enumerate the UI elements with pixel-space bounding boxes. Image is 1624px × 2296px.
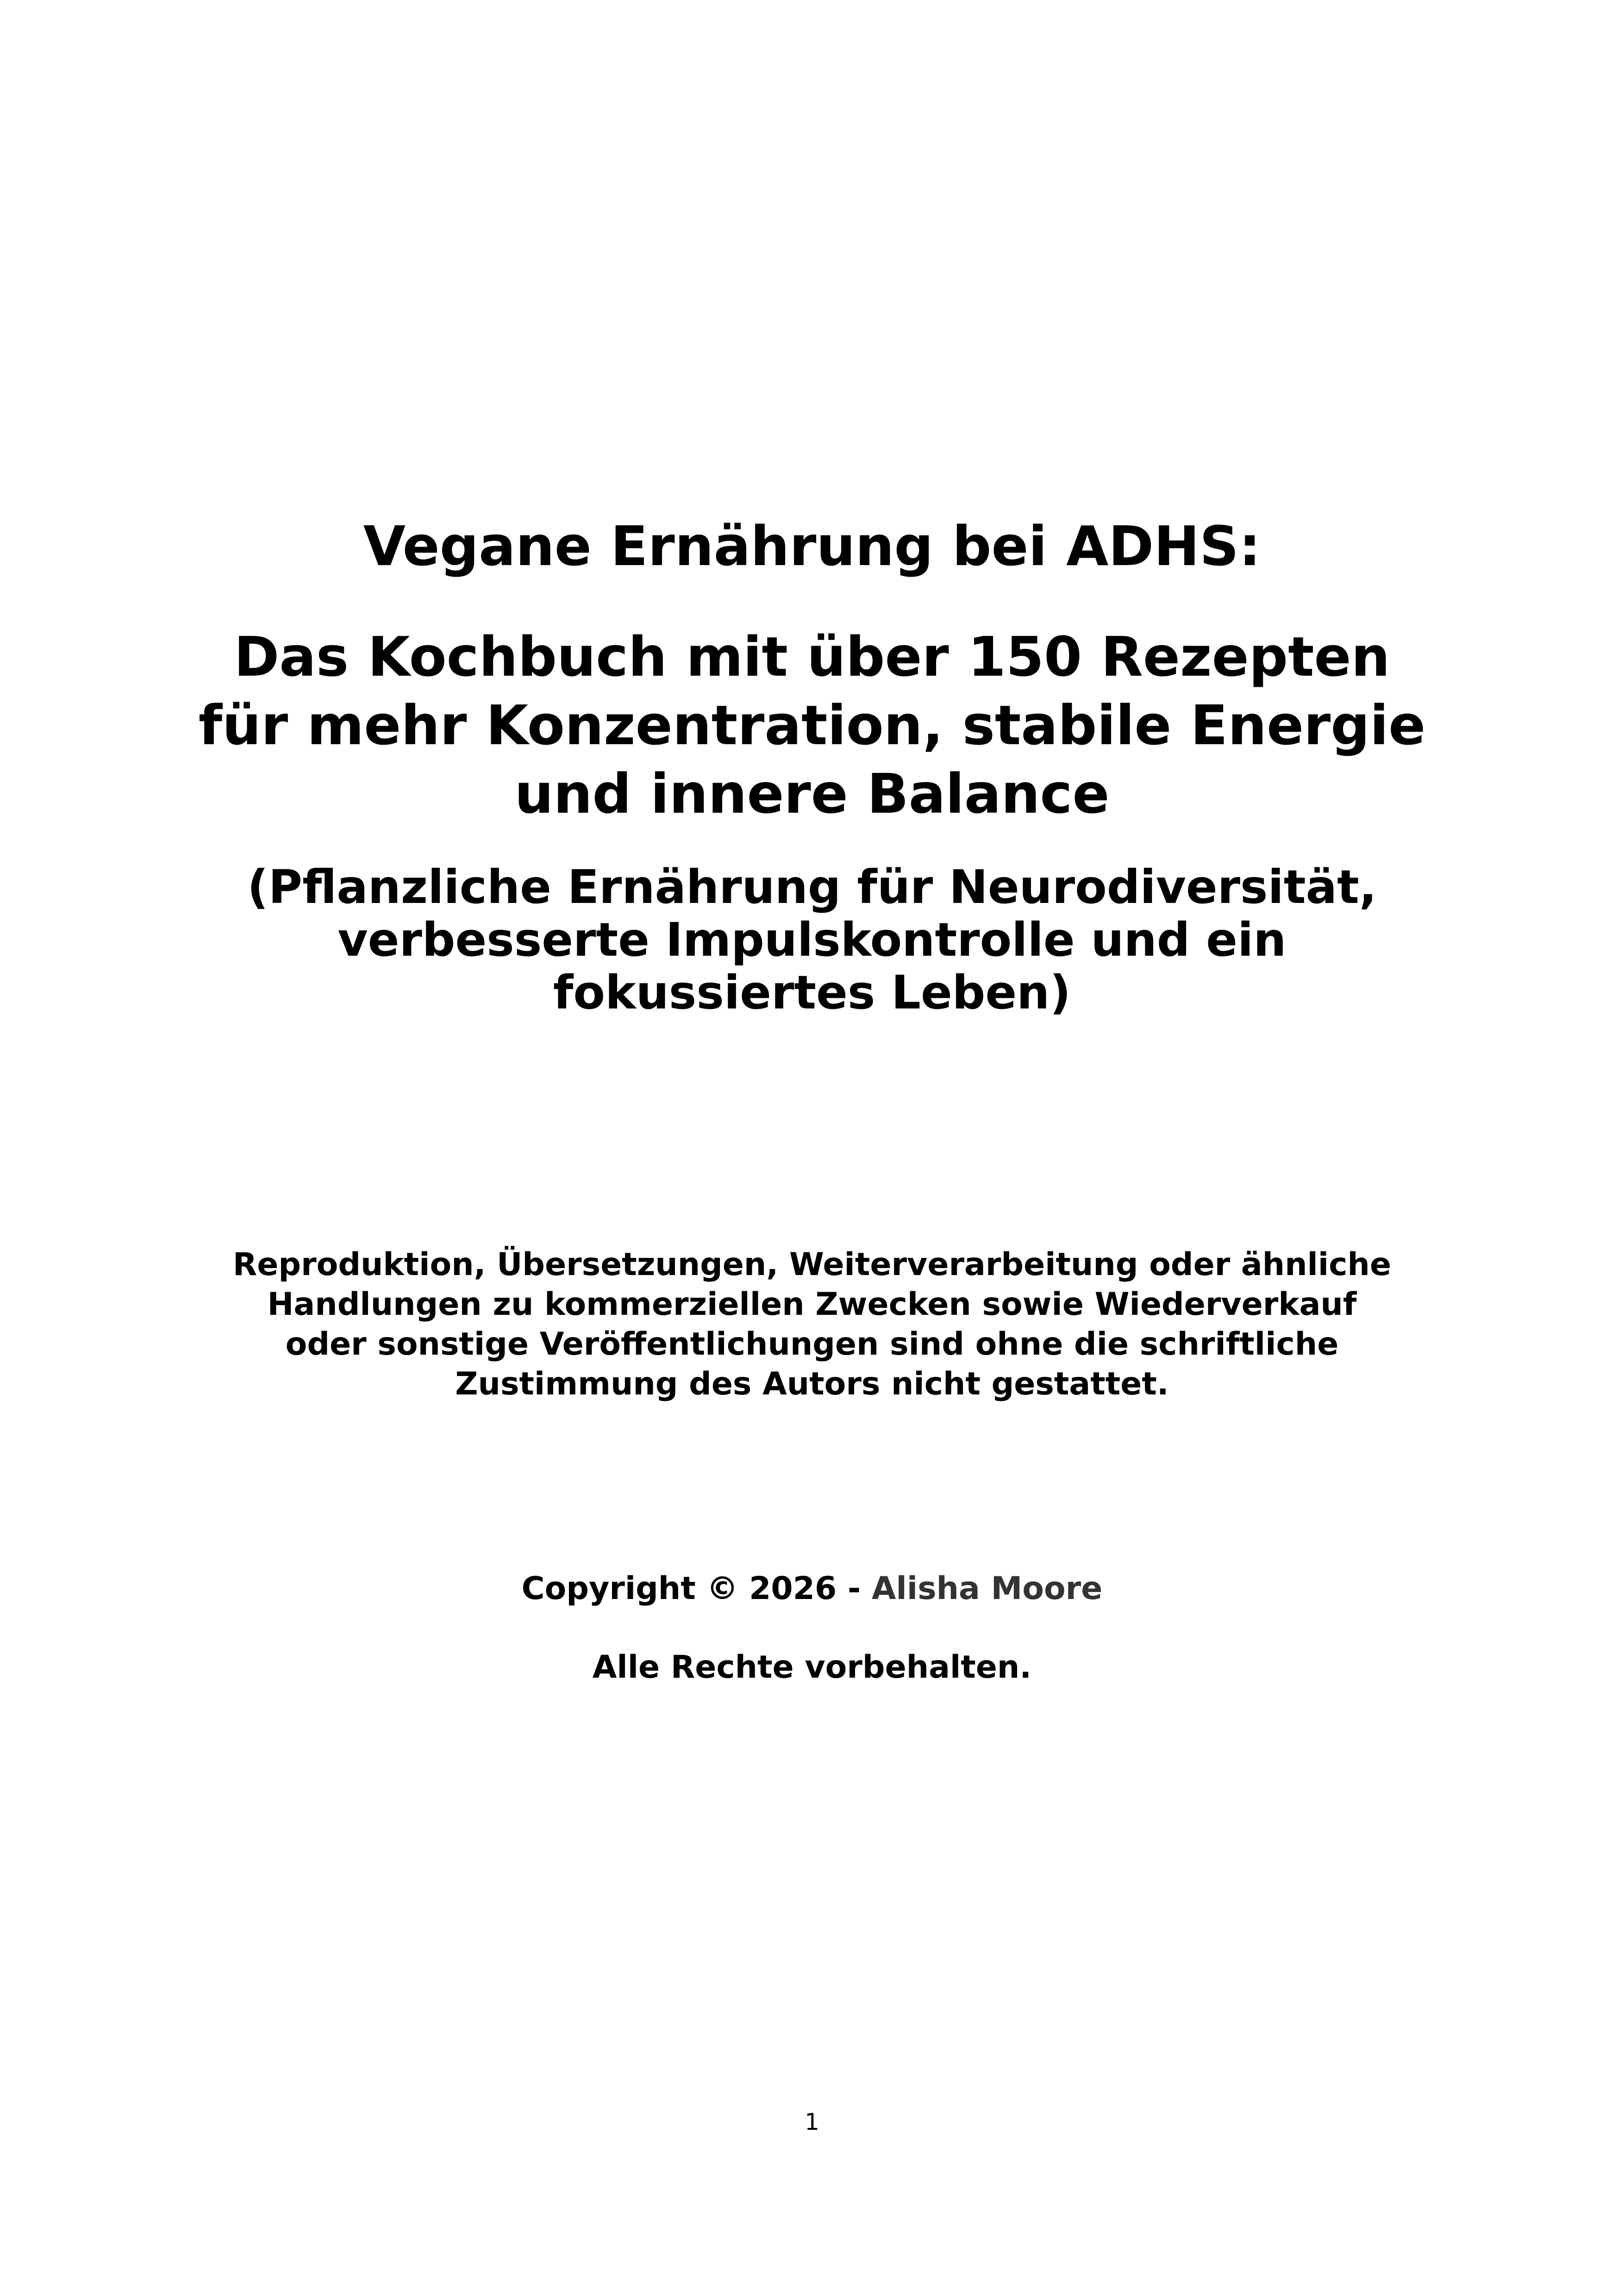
- legal-notice-line: Reproduktion, Übersetzungen, Weiterverarbeitung oder ähnliche: [232, 1246, 1392, 1283]
- copyright-line: [0, 1569, 1624, 1609]
- legal-notice-line: Zustimmung des Autors nicht gestattet.: [455, 1366, 1169, 1402]
- book-subtitle: [0, 622, 1624, 828]
- parenthetical-line: (Pflanzliche Ernährung für Neurodiversität,: [247, 860, 1377, 914]
- book-title: [0, 511, 1624, 581]
- book-title-line: Vegane Ernährung bei ADHS:: [363, 514, 1261, 578]
- legal-notice-line: Handlungen zu kommerziellen Zwecken sowie Wiederverkauf: [267, 1286, 1357, 1323]
- book-subtitle-line: für mehr Konzentration, stabile Energie: [198, 693, 1426, 757]
- parenthetical-line: fokussiertes Leben): [553, 965, 1071, 1020]
- book-subtitle-line: Das Kochbuch mit über 150 Rezepten: [234, 625, 1390, 689]
- book-parenthetical-subtitle: [0, 861, 1624, 1019]
- rights-reserved-text: Alle Rechte vorbehalten.: [592, 1649, 1032, 1686]
- book-subtitle-line: und innere Balance: [514, 762, 1110, 826]
- author-name: Alisha Moore: [871, 1570, 1103, 1607]
- legal-notice: [0, 1245, 1624, 1404]
- legal-notice-line: oder sonstige Veröffentlichungen sind ohne die schriftliche: [285, 1326, 1339, 1363]
- parenthetical-line: verbesserte Impulskontrolle und ein: [337, 913, 1287, 967]
- page-number: 1: [805, 2109, 819, 2135]
- copyright-prefix: Copyright © 2026 -: [521, 1570, 872, 1607]
- rights-reserved: [0, 1648, 1624, 1687]
